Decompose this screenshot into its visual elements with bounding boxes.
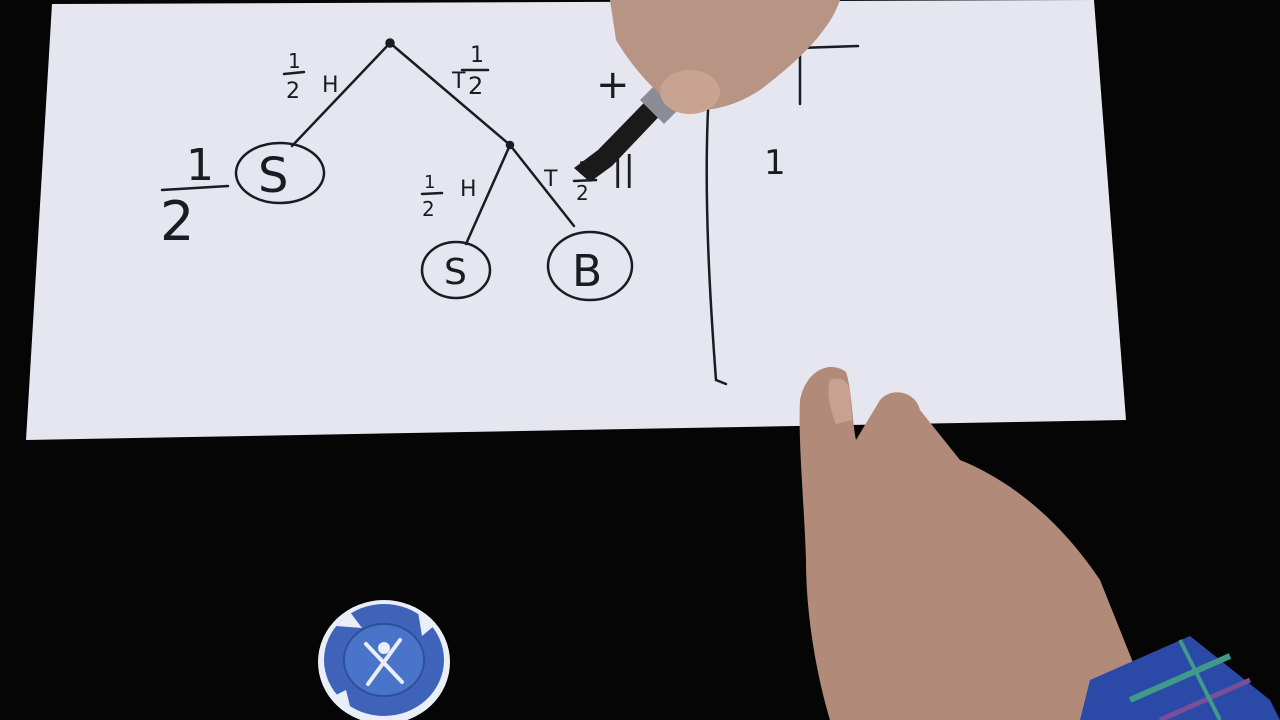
sub-left-leaf-label: S (444, 252, 467, 293)
sub-left-outcome: H (460, 177, 477, 202)
left-leaf-prob-num: 1 (186, 140, 214, 191)
table-tally-mark: 1 (764, 143, 786, 183)
branch-right-prob: 1 (470, 43, 484, 68)
left-leaf-prob-den: 2 (160, 190, 195, 253)
left-leaf-label: S (258, 148, 289, 204)
branch-left-outcome: H (322, 73, 339, 98)
branch-left-den: 2 (286, 79, 300, 104)
branch-left-prob: 1 (288, 49, 301, 73)
sub-left-prob: 1 (424, 172, 436, 193)
table-header-mark: + (596, 62, 630, 108)
branch-right-den: 2 (468, 72, 484, 100)
sub-right-den: 2 (576, 181, 589, 205)
sub-right-outcome: T (544, 167, 558, 192)
table-partial-mark: || (612, 149, 635, 189)
poker-chip (318, 600, 450, 720)
sub-left-den: 2 (422, 197, 435, 221)
frac-bar-sub-left (422, 193, 442, 194)
sub-right-leaf-label: B (572, 246, 603, 297)
branch-right-outcome: T (452, 69, 466, 94)
